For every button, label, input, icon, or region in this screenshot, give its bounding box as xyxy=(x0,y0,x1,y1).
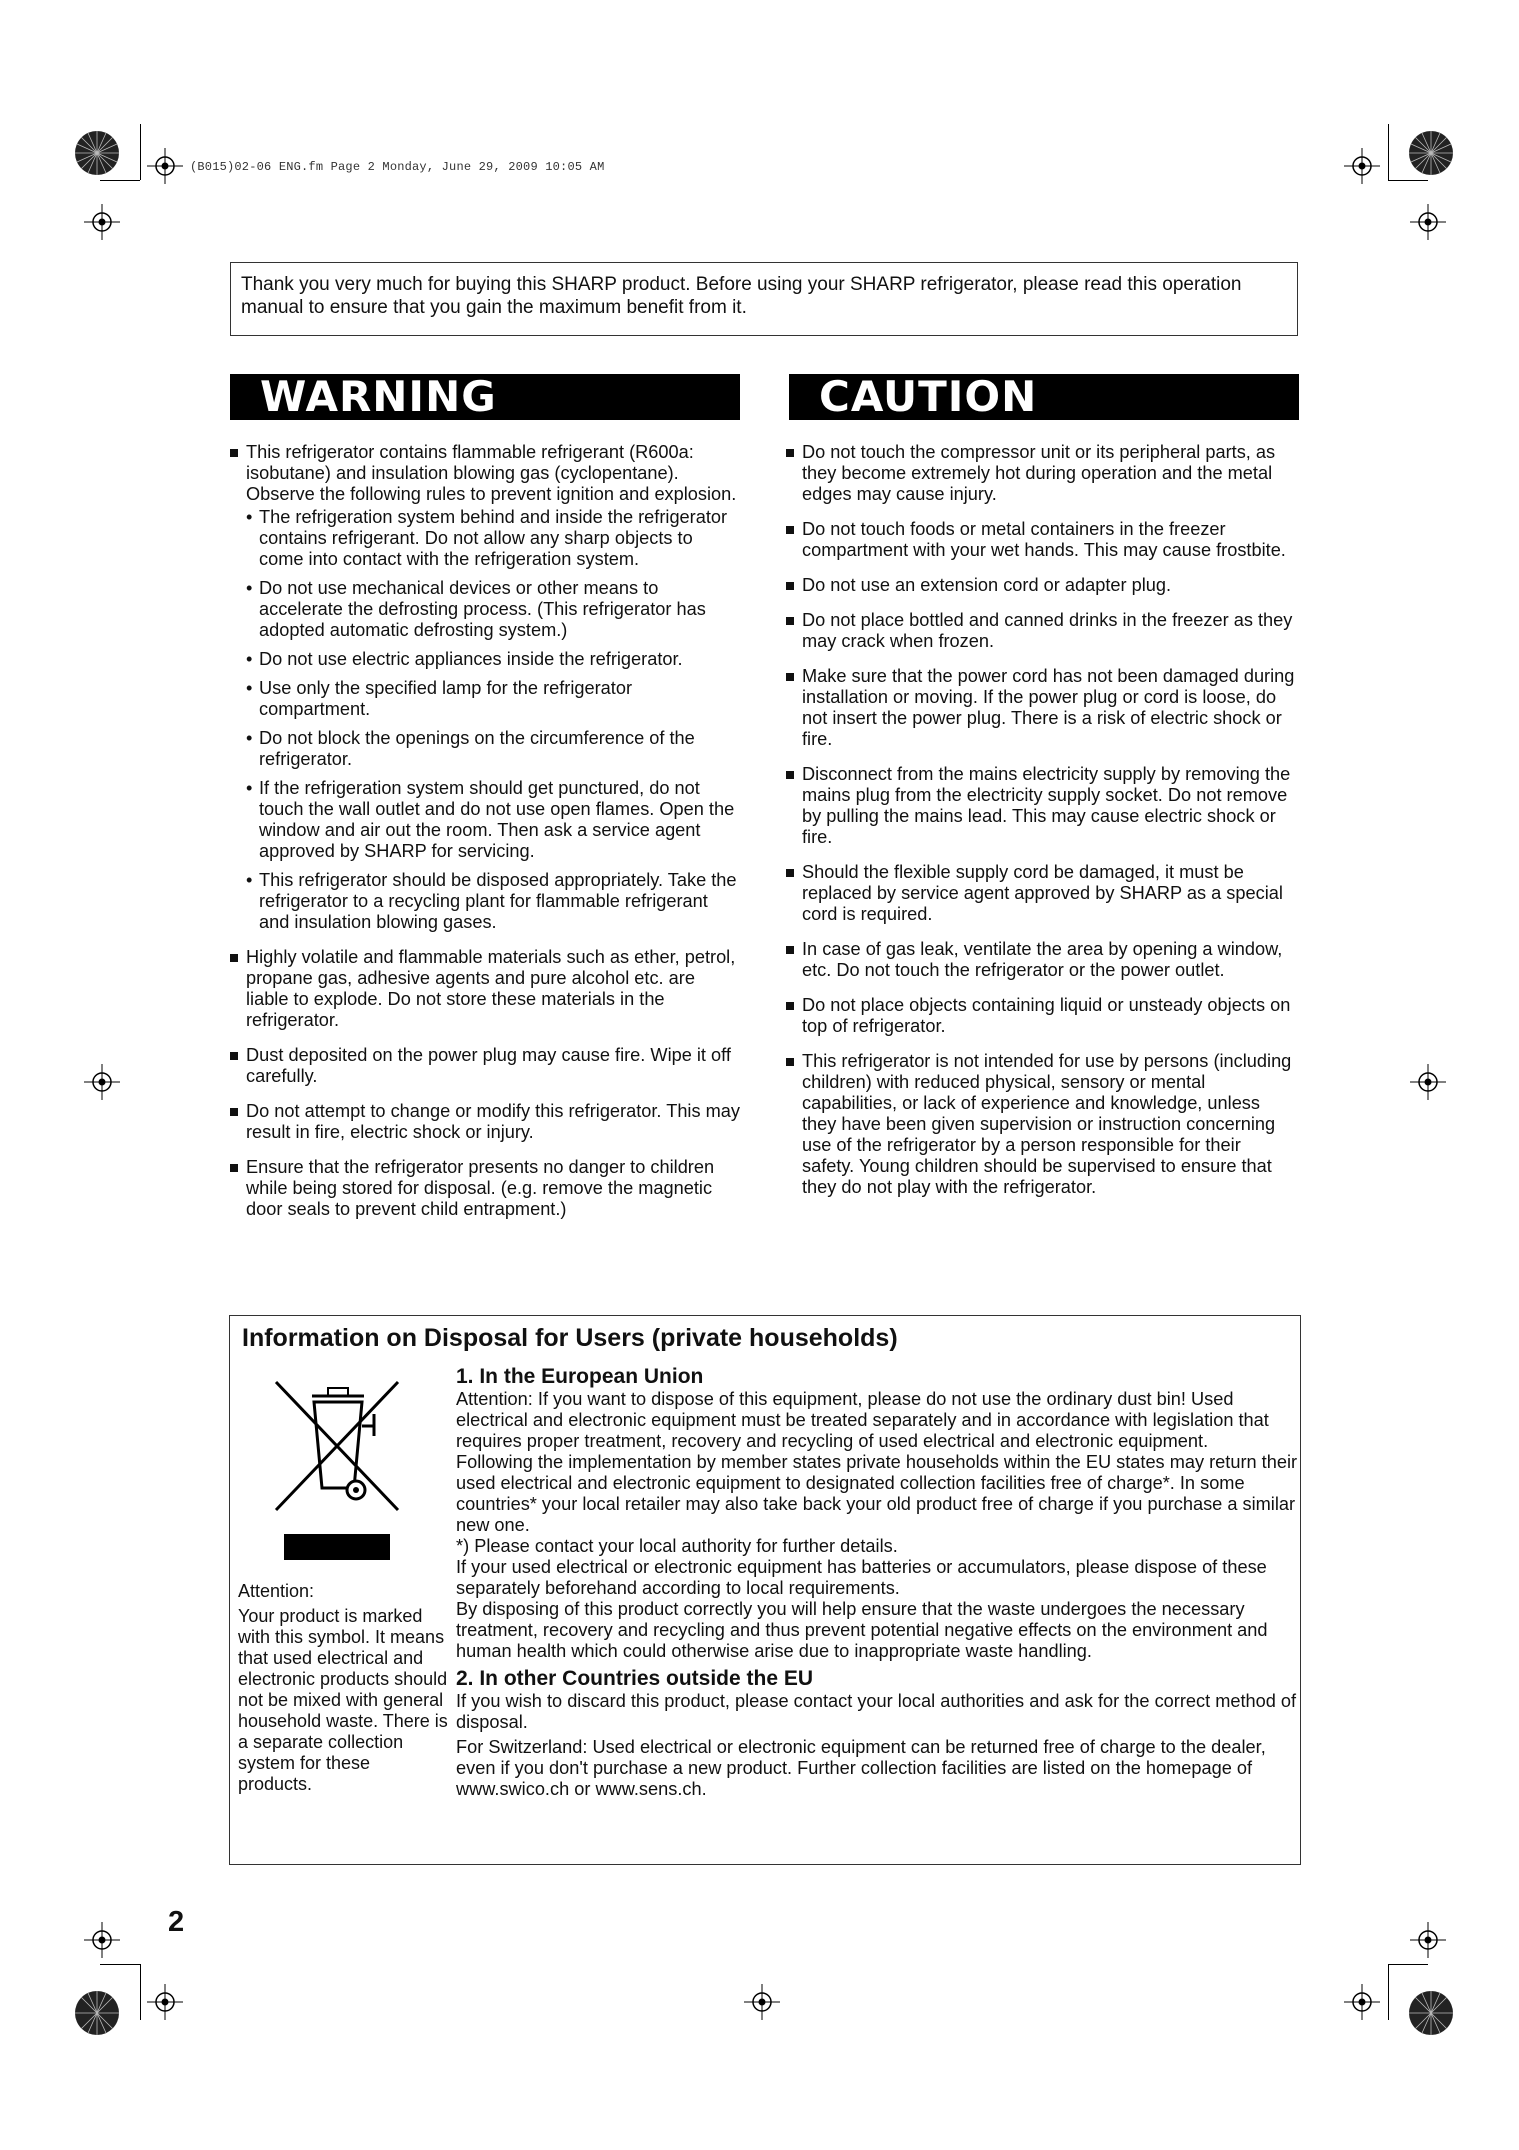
section-other-title: 2. In other Countries outside the EU xyxy=(456,1667,814,1690)
caution-item: Should the flexible supply cord be damaged, it must be replaced by service agent approved by SHARP as a special cord is required. xyxy=(786,862,1298,925)
section-eu-paragraph: Following the implementation by member states private households within the EU states may return their used electrical and electronic equipment to designated collection facilities free of charge*. In some countries* your local retailer may also take back your old product free of charge if you purchase a similar new one. xyxy=(456,1452,1298,1535)
square-bullet-icon xyxy=(786,946,794,954)
crosshair-target-icon xyxy=(84,204,120,240)
crosshair-target-icon xyxy=(147,148,183,184)
caution-item: Do not use an extension cord or adapter plug. xyxy=(786,575,1298,596)
crop-line xyxy=(1388,1964,1389,2020)
square-bullet-icon xyxy=(230,1164,238,1172)
caution-item: This refrigerator is not intended for use by persons (including children) with reduced physical, sensory or mental capabilities, or lack of experience and knowledge, unless they have been given supervision or instruction concerning use of the refrigerator by a person responsible for their safety. Young children should be supervised to ensure that they do not play with the refrigerator. xyxy=(786,1051,1298,1198)
intro-box xyxy=(230,262,1298,336)
section-eu-paragraph: By disposing of this product correctly you will help ensure that the waste undergoes the necessary treatment, recovery and recycling and thus prevent potential negative effects on the environment and human health which could otherwise arise due to inappropriate waste handling. xyxy=(456,1599,1268,1661)
section-eu-paragraph: If your used electrical or electronic equipment has batteries or accumulators, please dispose of these separately beforehand according to local requirements. xyxy=(456,1557,1267,1598)
dot-bullet-icon: • xyxy=(246,678,253,698)
crosshair-target-icon xyxy=(1410,1064,1446,1100)
registration-rosette-icon xyxy=(1408,130,1454,176)
caution-item: Make sure that the power cord has not been damaged during installation or moving. If the power plug or cord is loose, do not insert the power plug. There is a risk of electric shock or fire. xyxy=(786,666,1298,750)
warning-subitem: • If the refrigeration system should get punctured, do not touch the wall outlet and do not use open flames. Open the window and air out the room. Then ask a service agent approved by SHARP for servicing. xyxy=(246,778,735,861)
crosshair-target-icon xyxy=(1344,1984,1380,2020)
crosshair-target-icon xyxy=(84,1064,120,1100)
registration-rosette-icon xyxy=(74,130,120,176)
dot-bullet-icon: • xyxy=(246,870,253,890)
crop-line xyxy=(100,180,140,181)
disposal-details xyxy=(456,1366,1298,1800)
square-bullet-icon xyxy=(230,1108,238,1116)
registration-rosette-icon xyxy=(1408,1990,1454,2036)
warning-item: Dust deposited on the power plug may cause fire. Wipe it off carefully. xyxy=(230,1045,740,1087)
dot-bullet-icon: • xyxy=(246,649,253,669)
warning-subitem: • Do not use electric appliances inside the refrigerator. xyxy=(246,649,683,669)
crop-line xyxy=(140,124,141,180)
warning-subitem: • Do not use mechanical devices or other means to accelerate the defrosting process. (This refrigerator has adopted automatic defrosting system.) xyxy=(246,578,706,640)
caution-item: In case of gas leak, ventilate the area by opening a window, etc. Do not touch the refrigerator or the power outlet. xyxy=(786,939,1298,981)
dot-bullet-icon: • xyxy=(246,778,253,798)
warning-subitem: • The refrigeration system behind and inside the refrigerator contains refrigerant. Do not allow any sharp objects to come into contact with the refrigeration system. xyxy=(246,507,728,569)
attention-text: Your product is marked with this symbol. It means that used electrical and electronic products should not be mixed with general household waste. There is a separate collection system for these products. xyxy=(238,1606,448,1794)
crosshair-target-icon xyxy=(1344,148,1380,184)
warning-banner xyxy=(230,374,740,420)
caution-item: Disconnect from the mains electricity supply by removing the mains plug from the electricity supply socket. Do not remove by pulling the mains lead. This may cause electric shock or fire. xyxy=(786,764,1298,848)
square-bullet-icon xyxy=(786,771,794,779)
dot-bullet-icon: • xyxy=(246,578,253,598)
warning-item: Ensure that the refrigerator presents no danger to children while being stored for disposal. (e.g. remove the magnetic door seals to prevent child entrapment.) xyxy=(230,1157,740,1220)
square-bullet-icon xyxy=(786,617,794,625)
warning-item: Do not attempt to change or modify this refrigerator. This may result in fire, electric shock or injury. xyxy=(230,1101,740,1143)
crop-line xyxy=(1388,180,1428,181)
crop-line xyxy=(140,1964,141,2020)
disposal-info-box xyxy=(229,1315,1301,1865)
square-bullet-icon xyxy=(786,673,794,681)
section-eu-title: 1. In the European Union xyxy=(456,1365,704,1388)
crop-line xyxy=(1388,124,1389,180)
square-bullet-icon xyxy=(786,869,794,877)
crop-line xyxy=(1388,1964,1428,1965)
caution-column xyxy=(786,442,1298,1212)
warning-item: Highly volatile and flammable materials such as ether, petrol, propane gas, adhesive agents and pure alcohol etc. are liable to explode. Do not store these materials in the refrigerator. xyxy=(230,947,740,1031)
caution-item: Do not touch the compressor unit or its peripheral parts, as they become extremely hot during operation and the metal edges may cause injury. xyxy=(786,442,1298,505)
registration-rosette-icon xyxy=(74,1990,120,2036)
crosshair-target-icon xyxy=(744,1984,780,2020)
warning-subitem: • Use only the specified lamp for the refrigerator compartment. xyxy=(246,678,633,719)
square-bullet-icon xyxy=(786,526,794,534)
square-bullet-icon xyxy=(230,954,238,962)
warning-item: This refrigerator contains flammable refrigerant (R600a: isobutane) and insulation blowing gas (cyclopentane). Observe the following rules to prevent ignition and explosion. • The refrigeration system behind and inside the refrigerator contains refrigerant. Do not allow any sharp objects to come into contact with the refrigeration system. • Do not use mechanical devices or other means to accelerate the defrosting process. (This refrigerator has adopted automatic defrosting system.) • Do not use electric appliances inside the refrigerator. • Use only the specified lamp for the refrigerator compartment. • Do not block the openings on the circumference of the refrigerator. • If the refrigeration system should get punctured, do not touch the wall outlet and do not use open flames. Open the window and air out the room. Then ask a service agent approved by SHARP for servicing. • This refrigerator should be disposed appropriately. Take the refrigerator to a recycling plant for flammable refrigerant and insulation blowing gases. xyxy=(230,442,740,933)
crossed-out-wheelie-bin-icon xyxy=(272,1378,402,1518)
square-bullet-icon xyxy=(230,1052,238,1060)
caution-item: Do not place objects containing liquid or unsteady objects on top of refrigerator. xyxy=(786,995,1298,1037)
section-eu-paragraph: *) Please contact your local authority for further details. xyxy=(456,1536,898,1556)
caution-title: CAUTION xyxy=(819,372,1038,421)
caution-item: Do not touch foods or metal containers in the freezer compartment with your wet hands. This may cause frostbite. xyxy=(786,519,1298,561)
warning-column xyxy=(230,442,740,1234)
bin-symbol-bar xyxy=(284,1534,390,1560)
square-bullet-icon xyxy=(230,449,238,457)
warning-subitem: • This refrigerator should be disposed appropriately. Take the refrigerator to a recycling plant for flammable refrigerant and insulation blowing gases. xyxy=(246,870,737,932)
crop-line xyxy=(100,1964,140,1965)
warning-title: WARNING xyxy=(260,372,497,421)
square-bullet-icon xyxy=(786,449,794,457)
section-eu-paragraph: Attention: If you want to dispose of this equipment, please do not use the ordinary dust bin! Used electrical and electronic equipment must be treated separately and in accordance with legislation that requires proper treatment, recovery and recycling of used electrical and electronic equipment. xyxy=(456,1389,1269,1451)
dot-bullet-icon: • xyxy=(246,728,253,748)
crosshair-target-icon xyxy=(1410,204,1446,240)
attention-label: Attention: xyxy=(238,1581,315,1601)
square-bullet-icon xyxy=(786,1002,794,1010)
caution-banner xyxy=(789,374,1299,420)
crosshair-target-icon xyxy=(84,1922,120,1958)
square-bullet-icon xyxy=(786,1058,794,1066)
page-number: 2 xyxy=(168,1906,185,1938)
file-info-slug: (B015)02-06 ENG.fm Page 2 Monday, June 29, 2009 10:05 AM xyxy=(190,160,605,174)
caution-item: Do not place bottled and canned drinks in the freezer as they may crack when frozen. xyxy=(786,610,1298,652)
attention-block xyxy=(238,1581,448,1795)
crosshair-target-icon xyxy=(147,1984,183,2020)
crosshair-target-icon xyxy=(1410,1922,1446,1958)
square-bullet-icon xyxy=(786,582,794,590)
section-other-paragraph: If you wish to discard this product, please contact your local authorities and ask for the correct method of disposal. xyxy=(456,1691,1297,1732)
intro-text: Thank you very much for buying this SHARP product. Before using your SHARP refrigerator, please read this operation manual to ensure that you gain the maximum benefit from it. xyxy=(241,274,1242,318)
disposal-title: Information on Disposal for Users (private households) xyxy=(242,1324,898,1352)
dot-bullet-icon: • xyxy=(246,507,253,527)
warning-subitem: • Do not block the openings on the circumference of the refrigerator. xyxy=(246,728,695,769)
section-other-paragraph: For Switzerland: Used electrical or electronic equipment can be returned free of charge to the dealer, even if you don't purchase a new product. Further collection facilities are listed on the homepage of www.swico.ch or www.sens.ch. xyxy=(456,1737,1266,1799)
